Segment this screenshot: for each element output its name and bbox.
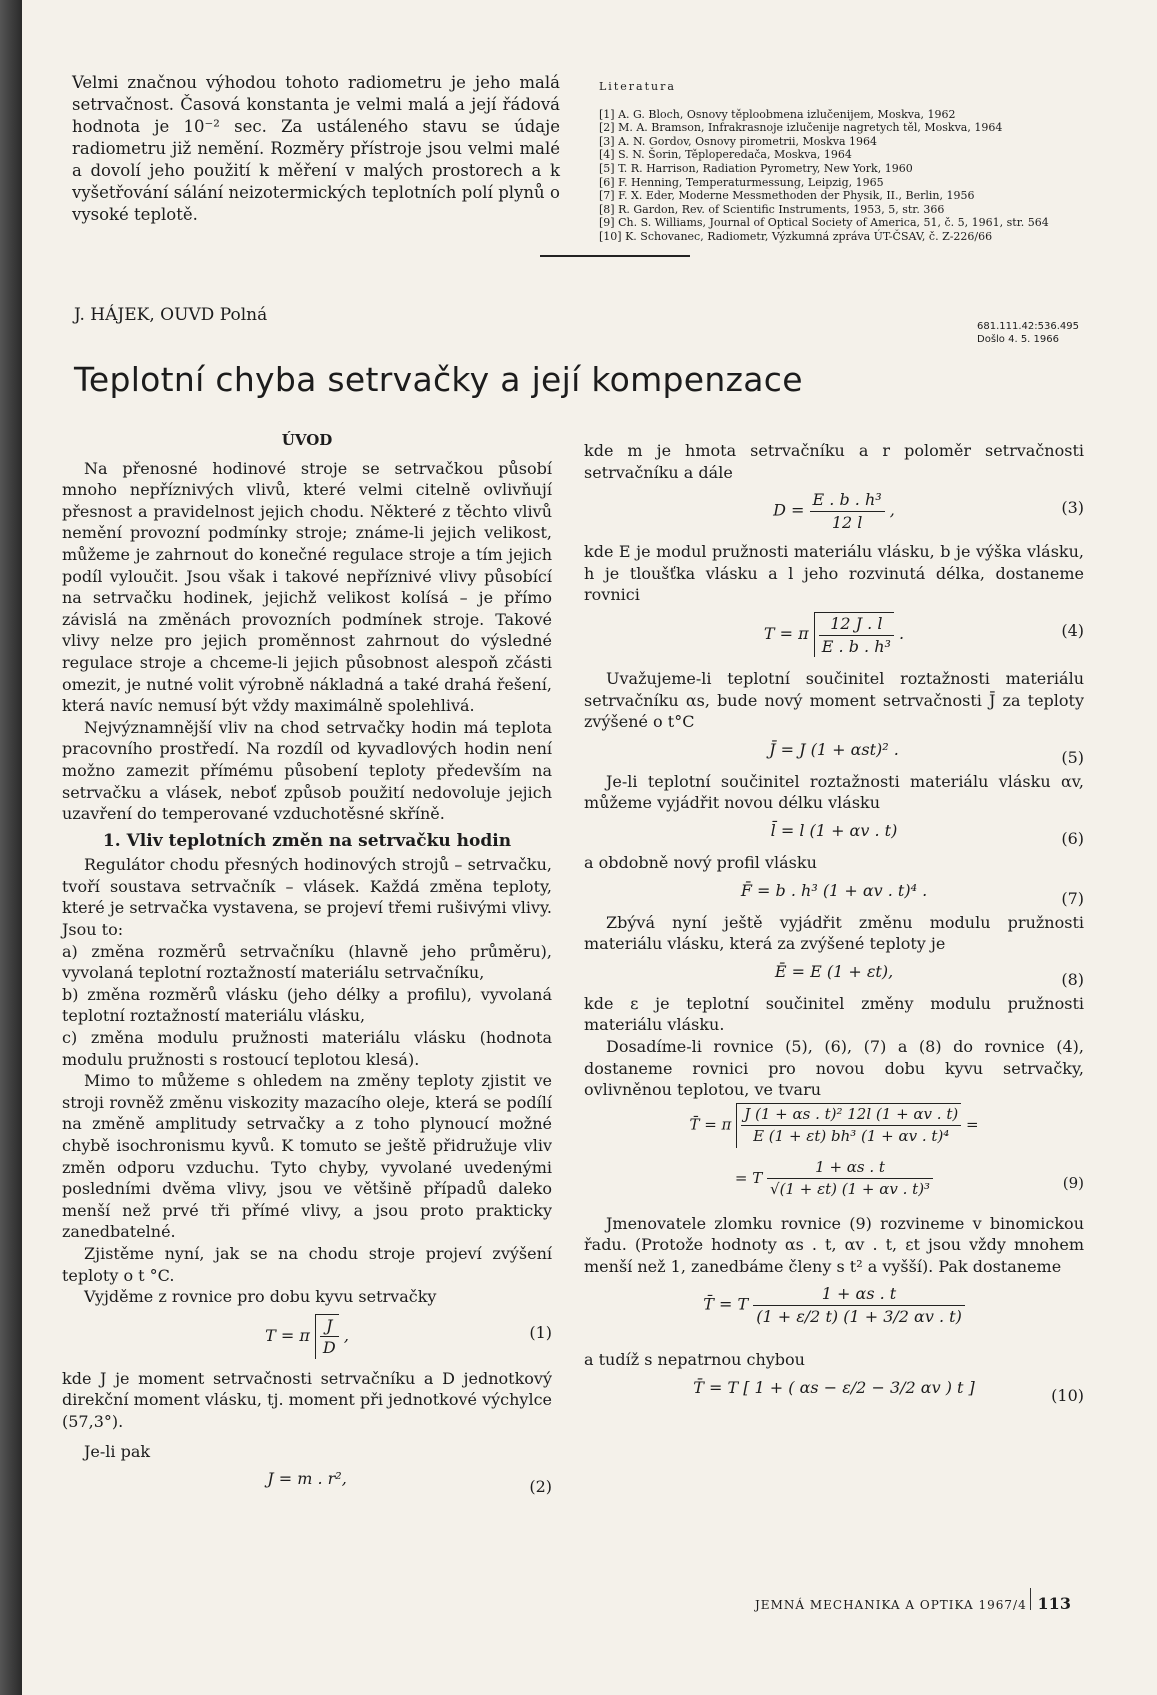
references-list <box>599 108 1069 244</box>
received-date: Došlo 4. 5. 1966 <box>977 334 1059 345</box>
paragraph: Jmenovatele zlomku rovnice (9) rozvineme v binomickou řadu. (Protože hodnoty αs . t, αv . t, εt jsou vždy mnohem menší než 1, zanedbáme členy s t² a vyšší). Pak dostaneme <box>584 1213 1084 1276</box>
section-heading-intro: ÚVOD <box>281 431 333 449</box>
equation-number: (10) <box>1051 1386 1084 1406</box>
page <box>22 0 1157 1695</box>
intro-paragraph: Velmi značnou výhodou tohoto radiometru je jeho malá setrvačnost. Časová konstanta je velmi malá a její řádová hodnota je 10⁻² sec. Za ustáleného stavu se údaje radiometru již nemění. Rozměry přístroje jsou velmi malé a dovolí jeho použití k měření v malých prostorech a k vyšetřování sálání neizotermických teplotních polí plynů o vysoké teplotě. <box>72 73 560 224</box>
paragraph: Dosadíme-li rovnice (5), (6), (7) a (8) do rovnice (4), dostaneme rovnici pro novou dobu kyvu setrvačky, ovlivněnou teplotou, ve tvaru <box>584 1036 1084 1100</box>
list-item: c) změna modulu pružnosti materiálu vlásku (hodnota modulu pružnosti s rostoucí teplotou klesá). <box>62 1028 552 1069</box>
reference-item: [5] T. R. Harrison, Radiation Pyrometry, New York, 1960 <box>599 161 913 175</box>
equation-3: D = $\frac{\text{E . b . h³}}{12 l}$ , (3) <box>773 490 1084 532</box>
paragraph: Nejvýznamnější vliv na chod setrvačky hodin má teplota pracovního prostředí. Na rozdíl od kyvadlových hodin není možno zamezit přímému působení teploty především na setrvačku a vlásek, neboť způsob použití nedovoluje jejich uzavření do temperované vzduchotěsné skříně. <box>62 717 552 824</box>
reference-item: [1] A. G. Bloch, Osnovy těploobmena izlučenijem, Moskva, 1962 <box>599 107 956 121</box>
reference-item: [7] F. X. Eder, Moderne Messmethoden der Physik, II., Berlin, 1956 <box>599 189 975 203</box>
equation-6: l̄ = l (1 + αv . t) (6) <box>770 820 1084 848</box>
paragraph: Na přenosné hodinové stroje se setrvačkou působí mnoho nepříznivých vlivů, které velmi citelně ovlivňují přesnost a pravidelnost jejich chodu. Některé z těchto vlivů nemění provozní podmínky stroje; známe-li jejich velikost, můžeme je zahrnout do konečné regulace stroje a tím jejich podíl vyloučit. Jsou však i takové nepříznivé vlivy působící na setrvačku hodinek, jejichž velikost kolísá – je přímo závislá na změnách provozních podmínek stroje. Takové vlivy nelze pro jejich proměnnost zahrnout do výsledné regulace stroje a chceme-li jejich působnost alespoň zčásti omezit, je nutné volit výrobně nákladná a také drahá řešení, která navíc nemusí být vždy maximálně spolehlivá. <box>62 458 552 716</box>
article-meta <box>977 320 1079 346</box>
paragraph: kde m je hmota setrvačníku a r poloměr setrvačnosti setrvačníku a dále <box>584 441 1084 482</box>
page-gutter-shadow <box>0 0 22 1695</box>
reference-item: [6] F. Henning, Temperaturmessung, Leipzig, 1965 <box>599 175 884 189</box>
paragraph: a tudíž s nepatrnou chybou <box>584 1350 805 1370</box>
paragraph: Regulátor chodu přesných hodinových strojů – setrvačku, tvoří soustava setrvačník – vlásek. Každá změna teploty, které je setrvačka vystavena, se projeví třemi rušivými vlivy. Jsou to: <box>62 855 552 940</box>
section-heading: 1. Vliv teplotních změn na setrvačku hodin <box>102 830 512 851</box>
equation-2: J = m . r², (2) <box>267 1469 552 1497</box>
reference-item: [8] R. Gardon, Rev. of Scientific Instruments, 1953, 5, str. 366 <box>599 202 945 216</box>
paragraph: kde E je modul pružnosti materiálu vlásku, b je výška vlásku, h je tloušťka vlásku a l jeho rozvinutá délka, dostaneme rovnici <box>584 542 1084 605</box>
paragraph: Mimo to můžeme s ohledem na změny teploty zjistit ve stroji rovněž změnu viskozity mazacího oleje, která se podílí na změně amplitudy setrvačky a z toho plynoucí možné chybě isochronismu kyvů. K tomuto se ještě přidružuje vliv změn odporu vzduchu. Tyto chyby, vyvolané uvedenými posledními dvěma vlivy, jsou ve většině případů daleko menší než prvé tři přímé vlivy, a jsou proto prakticky zanedbatelné. <box>62 1071 552 1242</box>
page-number: 113 <box>1037 1594 1071 1613</box>
paragraph: a obdobně nový profil vlásku <box>584 852 817 872</box>
paragraph: Je-li pak <box>84 1441 151 1461</box>
equation-number: (2) <box>529 1477 552 1497</box>
udc-code: 681.111.42:536.495 <box>977 321 1079 332</box>
paragraph: Zjistěme nyní, jak se na chodu stroje projeví zvýšení teploty o t °C. <box>62 1243 552 1285</box>
references <box>599 80 1069 244</box>
equation-number: (1) <box>529 1322 552 1342</box>
equation-7: F̄ = b . h³ (1 + αv . t)⁴ . (7) <box>740 880 1084 908</box>
list-item: b) změna rozměrů vlásku (jeho délky a profilu), vyvolaná teplotní roztažností materiálu vlásku, <box>62 984 552 1026</box>
equation-number: (6) <box>1061 828 1084 848</box>
reference-item: [2] M. A. Bramson, Infrakrasnoje izlučenije nagretych těl, Moskva, 1964 <box>599 121 1003 135</box>
equation-8: Ē = E (1 + εt), (8) <box>774 961 1084 989</box>
footer-separator <box>1030 1588 1031 1610</box>
paragraph: Uvažujeme-li teplotní součinitel roztažnosti materiálu setrvačníku αs, bude nový moment setrvačnosti J̄ za teploty zvýšené o t°C <box>584 668 1084 732</box>
author: J. HÁJEK, OUVD Polná <box>74 305 268 325</box>
references-heading: Literatura <box>599 80 676 93</box>
reference-item: [10] K. Schovanec, Radiometr, Výzkumná zpráva ÚT-ČSAV, č. Z-226/66 <box>599 229 993 243</box>
equation-number: (8) <box>1061 969 1084 989</box>
right-column <box>584 440 1084 1419</box>
equation-number: (3) <box>1061 498 1084 518</box>
equation-5: J̄ = J (1 + αst)² . (5) <box>769 739 1084 767</box>
reference-item: [9] Ch. S. Williams, Journal of Optical Society of America, 51, č. 5, 1961, str. 564 <box>599 216 1049 230</box>
equation-number: (9) <box>1062 1173 1084 1192</box>
reference-item: [4] S. N. Šorin, Těploperedača, Moskva, 1964 <box>599 148 852 162</box>
paragraph: Je-li teplotní součinitel roztažnosti materiálu vlásku αv, můžeme vyjádřit novou délku vlásku <box>584 771 1084 813</box>
paragraph: kde J je moment setrvačnosti setrvačníku a D jednotkový direkční moment vlásku, tj. moment při jednotkové výchylce (57,3°). <box>62 1368 552 1431</box>
equation-number: (5) <box>1061 747 1084 767</box>
equation-binomial: T̄ = T $\frac{1 + \alpha s . t}{(1 + \varepsilon/2 t) (1 + 3/2 \alpha v . t)}$ <box>584 1277 1084 1349</box>
paragraph: kde ε je teplotní součinitel změny modulu pružnosti materiálu vlásku. <box>584 993 1084 1035</box>
equation-number: (4) <box>1061 620 1084 640</box>
equation-number: (7) <box>1061 888 1084 908</box>
reference-item: [3] A. N. Gordov, Osnovy pirometrii, Moskva 1964 <box>599 134 878 148</box>
equation-9: T̄ = π $\frac{\text{J (1 + αs . t)² 12l (1 + αv . t)}}{\text{E (1 + εt) bh³ (1 + αv . t)⁴}}$ = = T $\frac{1 + \alpha s . t}{\text{√(1 + εt) (1 + αv . t)³}}$ (9) <box>584 1101 1084 1213</box>
divider-rule <box>540 255 690 257</box>
left-column <box>62 426 552 1506</box>
article-title: Teplotní chyba setrvačky a její kompenzace <box>74 360 803 399</box>
list-item: a) změna rozměrů setrvačníku (hlavně jeho průměru), vyvolaná teplotní roztažností materiálu setrvačníku, <box>62 941 552 983</box>
equation-10: T̄ = T [ 1 + ( αs − ε/2 − 3/2 αv ) t ] (10) <box>693 1378 1084 1406</box>
footer <box>755 1594 1071 1613</box>
equation-1: T = π $\frac{J}{D}$ , (1) <box>265 1315 552 1358</box>
journal-name: JEMNÁ MECHANIKA A OPTIKA 1967/4 <box>755 1598 1027 1612</box>
equation-4: T = π $\frac{12 J . l}{\text{E . b . h³}}$ . (4) <box>763 613 1084 656</box>
paragraph: Zbývá nyní ještě vyjádřit změnu modulu pružnosti materiálu vlásku, která za zvýšené teploty je <box>584 912 1084 954</box>
paragraph: Vyjděme z rovnice pro dobu kyvu setrvačky <box>84 1287 437 1307</box>
